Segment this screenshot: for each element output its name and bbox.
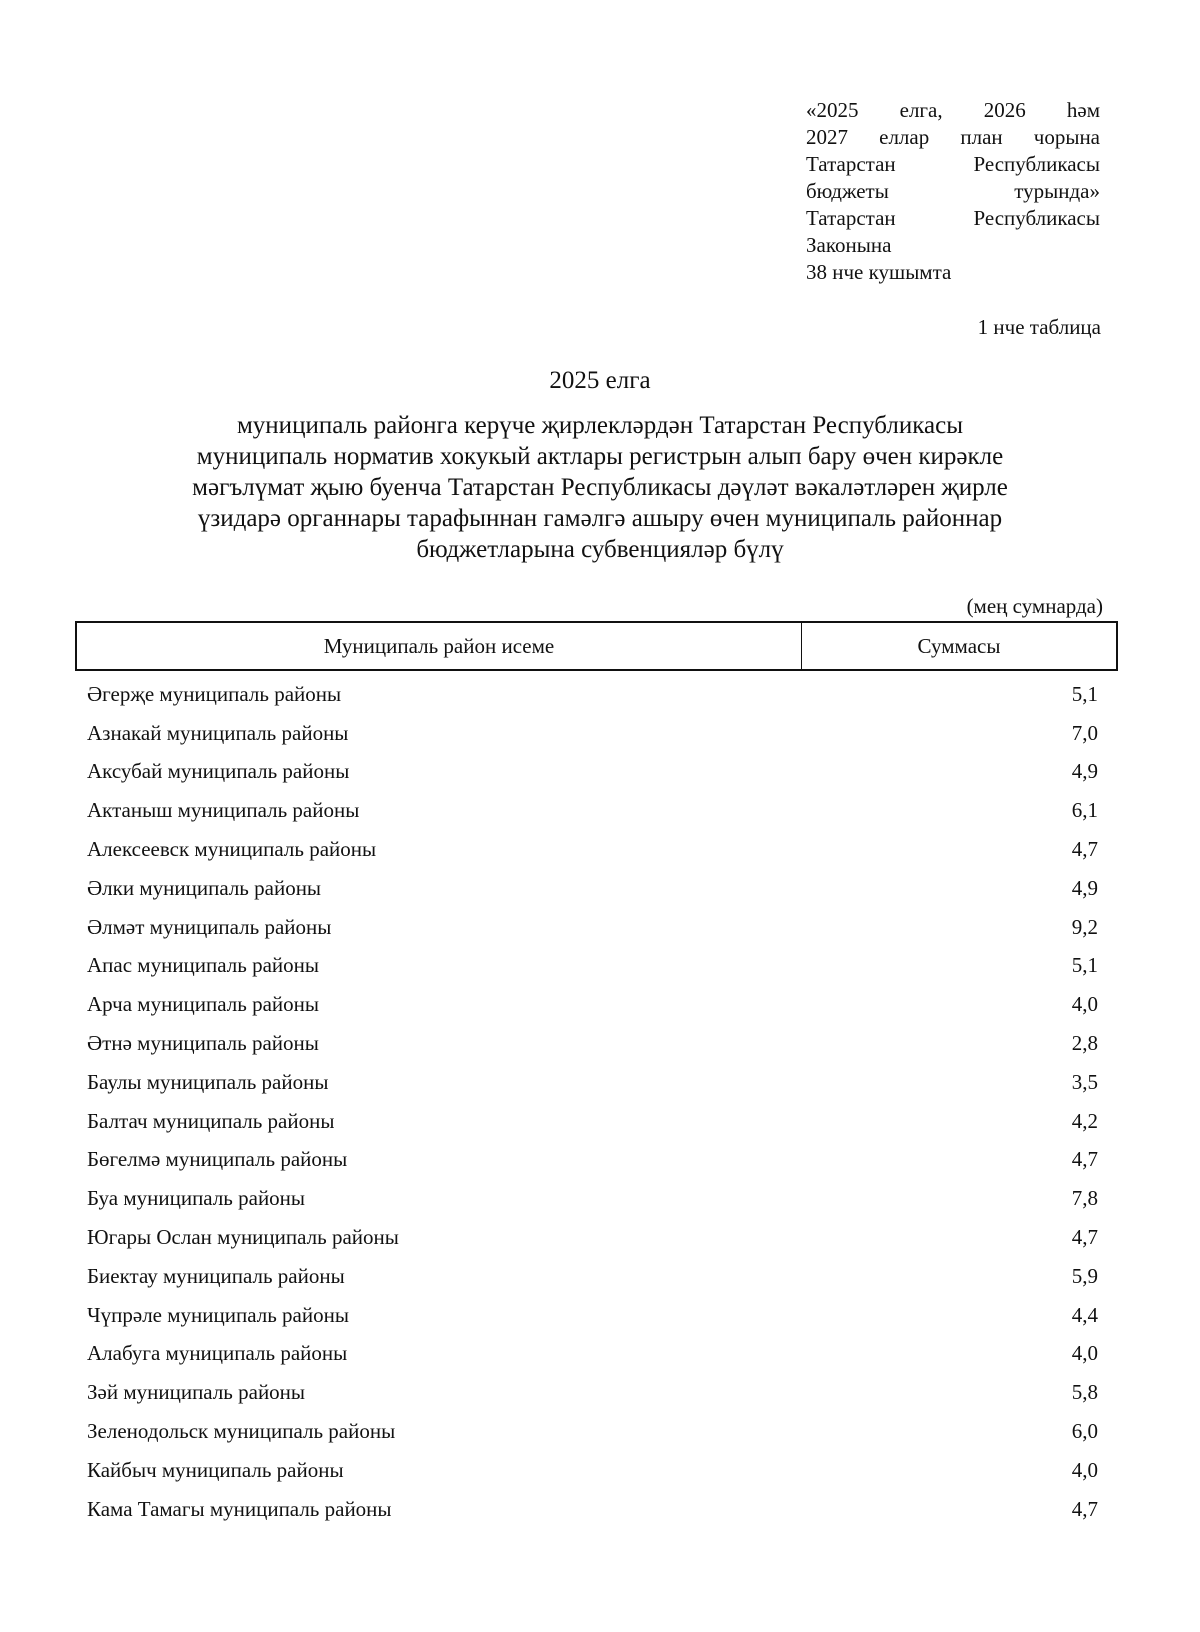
district-name: Апас муниципаль районы bbox=[87, 953, 319, 978]
district-name: Аксубай муниципаль районы bbox=[87, 759, 350, 784]
document-heading bbox=[120, 365, 1080, 565]
table-row bbox=[75, 1335, 1118, 1374]
subvention-amount: 4,7 bbox=[1071, 1496, 1098, 1521]
annex-line: Татарстан Республикасы bbox=[806, 206, 1100, 230]
subvention-amount: 4,7 bbox=[1071, 1147, 1098, 1172]
table-row bbox=[75, 1451, 1118, 1490]
heading-line: муниципаль районга керүче җирлекләрдән Татарстан Республикасы bbox=[236, 412, 963, 439]
table-row bbox=[75, 714, 1118, 753]
subvention-amount: 5,1 bbox=[1071, 953, 1098, 978]
district-name: Әгерҗе муниципаль районы bbox=[87, 681, 342, 706]
table-row bbox=[75, 1024, 1118, 1063]
table-row bbox=[75, 1063, 1118, 1102]
district-name: Зәй муниципаль районы bbox=[87, 1380, 306, 1405]
district-name: Буа муниципаль районы bbox=[87, 1186, 306, 1211]
subvention-amount: 7,0 bbox=[1071, 720, 1098, 745]
subvention-amount: 4,9 bbox=[1071, 875, 1098, 900]
heading-line: муниципаль норматив хокукый актлары регистрын алып бару өчен кирәкле bbox=[196, 443, 1004, 470]
table-row bbox=[75, 1490, 1118, 1529]
heading-line: үзидарә органнары тарафыннан гамәлгә ашыру өчен муниципаль районнар bbox=[197, 505, 1003, 532]
table-row bbox=[75, 869, 1118, 908]
table-number: 1 нче таблица bbox=[977, 315, 1101, 339]
district-name: Зеленодольск муниципаль районы bbox=[87, 1419, 396, 1444]
district-name: Азнакай муниципаль районы bbox=[87, 720, 349, 745]
annex-line: Татарстан Республикасы bbox=[806, 152, 1100, 176]
unit-label: (мең сумнарда) bbox=[966, 594, 1103, 618]
district-name: Арча муниципаль районы bbox=[87, 992, 319, 1017]
district-name: Бөгелмә муниципаль районы bbox=[87, 1147, 348, 1172]
district-name: Әлмәт муниципаль районы bbox=[87, 914, 332, 939]
table-row bbox=[75, 791, 1118, 830]
annex-line: 38 нче кушымта bbox=[806, 260, 952, 284]
subvention-amount: 5,1 bbox=[1071, 681, 1098, 706]
subvention-amount: 4,2 bbox=[1071, 1108, 1098, 1133]
table-row bbox=[75, 947, 1118, 986]
district-name: Биектау муниципаль районы bbox=[87, 1263, 345, 1288]
annex-reference bbox=[806, 97, 1100, 286]
district-name: Әтнә муниципаль районы bbox=[87, 1031, 319, 1056]
table-row bbox=[75, 1412, 1118, 1451]
subvention-amount: 4,0 bbox=[1071, 1341, 1098, 1366]
table-row bbox=[75, 1257, 1118, 1296]
subvention-amount: 5,8 bbox=[1071, 1380, 1098, 1405]
district-name: Алексеевск муниципаль районы bbox=[87, 837, 377, 862]
annex-line: «2025 елга, 2026 һәм bbox=[806, 98, 1100, 122]
heading-line: мәгълүмат җыю буенча Татарстан Республикасы дәүләт вәкаләтләрен җирле bbox=[192, 474, 1008, 501]
district-name: Югары Ослан муниципаль районы bbox=[87, 1225, 399, 1250]
table-row bbox=[75, 1218, 1118, 1257]
column-header-district: Муниципаль район исеме bbox=[77, 623, 802, 669]
subvention-amount: 4,4 bbox=[1071, 1302, 1098, 1327]
subvention-table bbox=[75, 621, 1118, 1529]
subvention-amount: 4,7 bbox=[1071, 1225, 1098, 1250]
table-body bbox=[75, 675, 1118, 1529]
table-row bbox=[75, 1141, 1118, 1180]
subvention-amount: 4,9 bbox=[1071, 759, 1098, 784]
subvention-amount: 3,5 bbox=[1071, 1069, 1098, 1094]
subvention-amount: 2,8 bbox=[1071, 1031, 1098, 1056]
annex-line: бюджеты турында» bbox=[806, 179, 1100, 203]
table-header bbox=[75, 621, 1118, 671]
annex-line: Законына bbox=[806, 233, 892, 257]
heading-line: бюджетларына субвенцияләр бүлү bbox=[416, 536, 784, 563]
subvention-amount: 7,8 bbox=[1071, 1186, 1098, 1211]
subvention-amount: 4,0 bbox=[1071, 1457, 1098, 1482]
table-row bbox=[75, 1296, 1118, 1335]
subvention-amount: 6,1 bbox=[1071, 798, 1098, 823]
district-name: Кайбыч муниципаль районы bbox=[87, 1457, 344, 1482]
table-row bbox=[75, 1102, 1118, 1141]
table-row bbox=[75, 1373, 1118, 1412]
subvention-amount: 4,0 bbox=[1071, 992, 1098, 1017]
district-name: Балтач муниципаль районы bbox=[87, 1108, 335, 1133]
heading-year: 2025 елга bbox=[549, 367, 651, 394]
district-name: Кама Тамагы муниципаль районы bbox=[87, 1496, 392, 1521]
table-row bbox=[75, 985, 1118, 1024]
district-name: Әлки муниципаль районы bbox=[87, 875, 322, 900]
subvention-amount: 4,7 bbox=[1071, 837, 1098, 862]
district-name: Актаныш муниципаль районы bbox=[87, 798, 360, 823]
annex-line: 2027 еллар план чорына bbox=[806, 125, 1100, 149]
district-name: Чүпрәле муниципаль районы bbox=[87, 1302, 349, 1327]
table-row bbox=[75, 753, 1118, 792]
district-name: Баулы муниципаль районы bbox=[87, 1069, 329, 1094]
column-header-amount: Суммасы bbox=[917, 633, 1001, 658]
table-row bbox=[75, 830, 1118, 869]
subvention-amount: 9,2 bbox=[1071, 914, 1098, 939]
subvention-amount: 5,9 bbox=[1071, 1263, 1098, 1288]
district-name: Алабуга муниципаль районы bbox=[87, 1341, 348, 1366]
subvention-amount: 6,0 bbox=[1071, 1419, 1098, 1444]
table-row bbox=[75, 1179, 1118, 1218]
table-row bbox=[75, 675, 1118, 714]
table-row bbox=[75, 908, 1118, 947]
